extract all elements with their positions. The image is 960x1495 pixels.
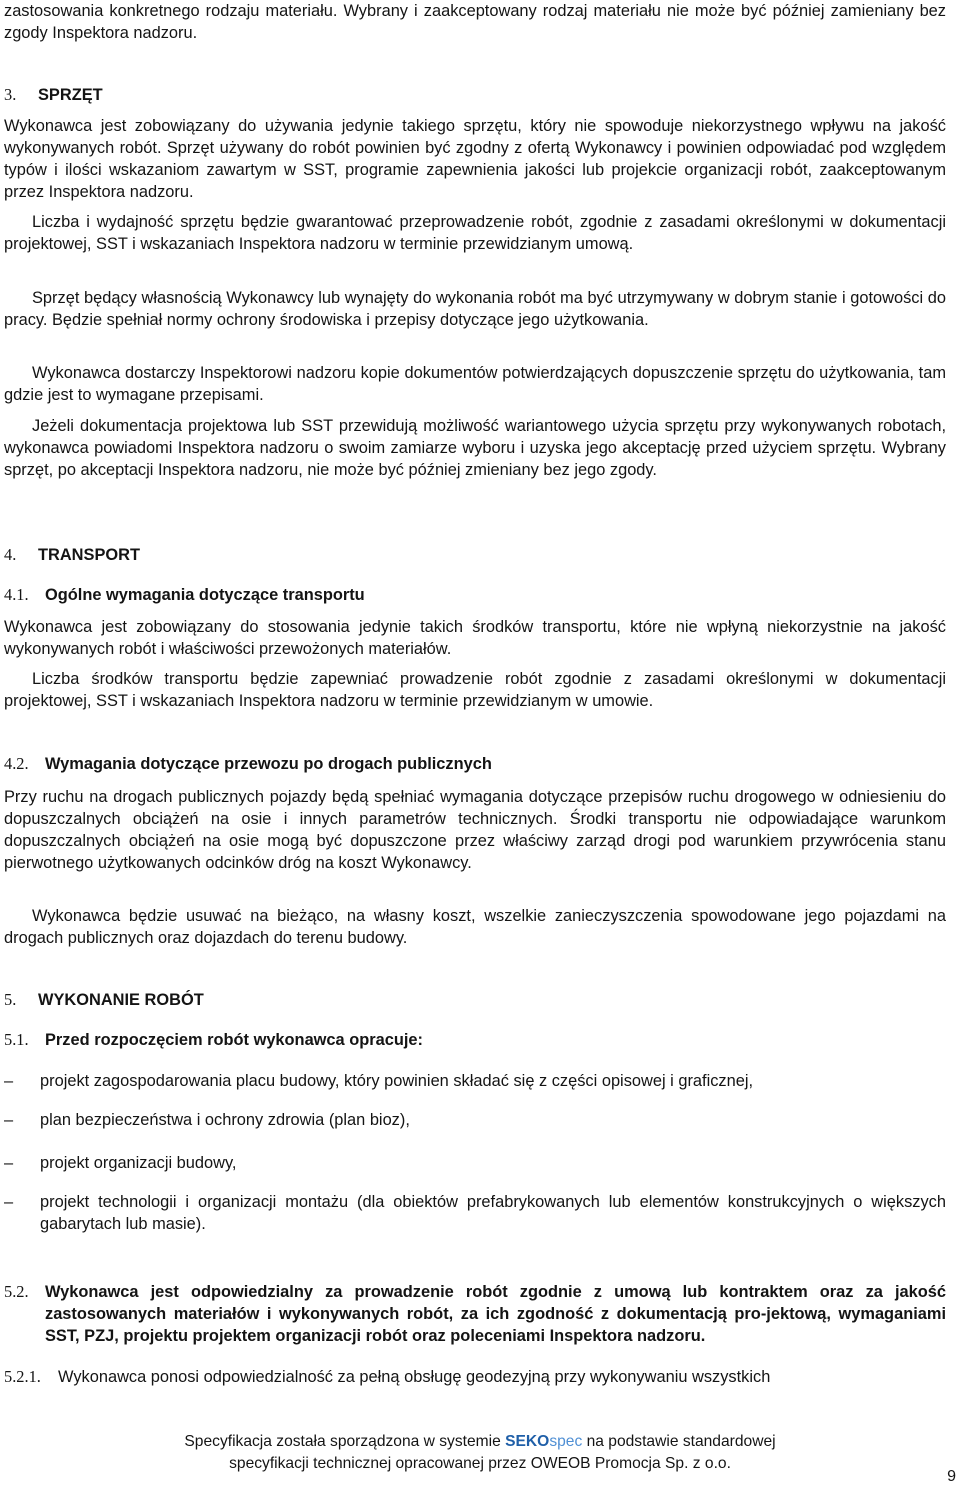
dash-marker: –	[4, 1154, 14, 1172]
dash-marker: –	[4, 1111, 14, 1129]
section-5-2-number: 5.2.	[4, 1282, 29, 1301]
footer-line-2: specyfikacji technicznej opracowanej przez OWEOB Promocja Sp. z o.o.	[229, 1455, 731, 1472]
footer-line-1	[0, 1432, 960, 1452]
list-item	[4, 1191, 946, 1235]
list-item-text: projekt zagospodarowania placu budowy, który powinien składać się z części opisowej i graficznej,	[40, 1072, 754, 1090]
section-4-2-paragraph-1: Przy ruchu na drogach publicznych pojazdy będą spełniać wymagania dotyczące przepisów ruchu drogowego w odniesieniu do dopuszczalnych obciążeń na osie i innych parametrów technicznych. Środki transportu nie odpowiadające warunkom dopuszczalnych obciążeń na osie mogą być dopuszczone przez właściwy zarząd drogi pod warunkiem przywrócenia stanu pierwotnego użytkowanych odcinków dróg na koszt Wykonawcy.	[4, 788, 946, 872]
footer-text-after: na podstawie standardowej	[586, 1433, 776, 1450]
footer-text-before: Specyfikacja została sporządzona w systemie	[184, 1433, 501, 1450]
section-4-1-heading	[4, 584, 365, 606]
section-5-2-block	[4, 1281, 946, 1347]
section-3-heading	[4, 84, 103, 106]
list-item	[4, 1152, 946, 1174]
section-4-number: 4.	[4, 545, 17, 564]
section-5-2-1-text: Wykonawca ponosi odpowiedzialność za pełną obsługę geodezyjną przy wykonywaniu wszystkich	[58, 1368, 771, 1386]
section-5-1-heading	[4, 1029, 423, 1051]
section-4-2-title: Wymagania dotyczące przewozu po drogach publicznych	[45, 755, 492, 773]
list-item-text: projekt organizacji budowy,	[40, 1154, 237, 1172]
section-3-paragraph-5: Jeżeli dokumentacja projektowa lub SST przewidują możliwość wariantowego użycia sprzętu przy wykonywanych robotach, wykonawca powiadomi Inspektora nadzoru o swoim zamiarze wyboru i uzyska jego akceptację przed użyciem sprzętu. Wybrany sprzęt, po akceptacji Inspektora nadzoru, nie może być później zmieniany bez jego zgody.	[4, 417, 946, 479]
section-5-1-title: Przed rozpoczęciem robót wykonawca opracuje:	[45, 1031, 423, 1049]
list-item	[4, 1070, 946, 1092]
section-4-2-heading	[4, 753, 492, 775]
logo-part-seko: SEKO	[505, 1433, 550, 1450]
list-item-text: plan bezpieczeństwa i ochrony zdrowia (plan bioz),	[40, 1111, 410, 1129]
section-4-heading	[4, 544, 140, 566]
section-4-1-number: 4.1.	[4, 585, 29, 604]
section-4-1-title: Ogólne wymagania dotyczące transportu	[45, 586, 365, 604]
list-item-text: projekt technologii i organizacji montażu (dla obiektów prefabrykowanych lub elementów konstrukcyjnych o większych gabarytach lub masie).	[40, 1193, 946, 1233]
section-3-paragraph-1: Wykonawca jest zobowiązany do używania jedynie takiego sprzętu, który nie spowoduje niekorzystnego wpływu na jakość wykonywanych robót. Sprzęt używany do robót powinien być zgodny z ofertą Wykonawcy i powinien odpowiadać pod względem typów i ilości wskazaniom zawartym w SST, programie zapewnienia jakości lub projekcie organizacji robót, zaakceptowanym przez Inspektora nadzoru.	[4, 117, 946, 201]
section-5-number: 5.	[4, 990, 17, 1009]
section-3-title: SPRZĘT	[38, 86, 103, 104]
section-3-paragraph-3: Sprzęt będący własnością Wykonawcy lub wynajęty do wykonania robót ma być utrzymywany w dobrym stanie i gotowości do pracy. Będzie spełniał normy ochrony środowiska i przepisy dotyczące jego użytkowania.	[4, 289, 946, 329]
intro-paragraph: zastosowania konkretnego rodzaju materiału. Wybrany i zaakceptowany rodzaj materiału nie może być później zamieniany bez zgody Inspektora nadzoru.	[4, 2, 946, 42]
section-3-paragraph-4: Wykonawca dostarczy Inspektorowi nadzoru kopie dokumentów potwierdzających dopuszczenie sprzętu do użytkowania, tam gdzie jest to wymagane przepisami.	[4, 364, 946, 404]
section-5-2-1-line	[4, 1366, 946, 1388]
section-5-title: WYKONANIE ROBÓT	[38, 991, 204, 1009]
list-item	[4, 1109, 946, 1131]
dash-marker: –	[4, 1072, 14, 1090]
section-4-2-paragraph-2: Wykonawca będzie usuwać na bieżąco, na własny koszt, wszelkie zanieczyszczenia spowodowane jego pojazdami na drogach publicznych oraz dojazdach do terenu budowy.	[4, 907, 946, 947]
section-3-paragraph-2: Liczba i wydajność sprzętu będzie gwarantować przeprowadzenie robót, zgodnie z zasadami określonymi w dokumentacji projektowej, SST i wskazaniach Inspektora nadzoru w terminie przewidzianym umową.	[4, 213, 946, 253]
section-5-2-1-number: 5.2.1.	[4, 1367, 41, 1386]
sekospec-logo	[505, 1433, 582, 1450]
page-number: 9	[947, 1468, 956, 1485]
section-4-1-paragraph-2: Liczba środków transportu będzie zapewniać prowadzenie robót zgodnie z zasadami określonymi w dokumentacji projektowej, SST i wskazaniach Inspektora nadzoru w terminie przewidzianym w umowie.	[4, 670, 946, 710]
section-5-1-number: 5.1.	[4, 1030, 29, 1049]
dash-marker: –	[4, 1193, 14, 1211]
section-4-title: TRANSPORT	[38, 546, 140, 564]
section-5-heading	[4, 989, 204, 1011]
logo-part-spec: spec	[549, 1433, 583, 1450]
section-5-2-text: Wykonawca jest odpowiedzialny za prowadzenie robót zgodnie z umową lub kontraktem oraz za jakość zastosowanych materiałów i wykonywanych robót, za ich zgodność z dokumentacją pro-jektową, wymaganiami SST, PZJ, projektu projektem organizacji robót oraz poleceniami Inspektora nadzoru.	[45, 1283, 946, 1345]
section-4-1-paragraph-1: Wykonawca jest zobowiązany do stosowania jedynie takich środków transportu, które nie wpłyną niekorzystnie na jakość wykonywanych robót i właściwości przewożonych materiałów.	[4, 618, 946, 658]
section-3-number: 3.	[4, 85, 17, 104]
section-4-2-number: 4.2.	[4, 754, 29, 773]
